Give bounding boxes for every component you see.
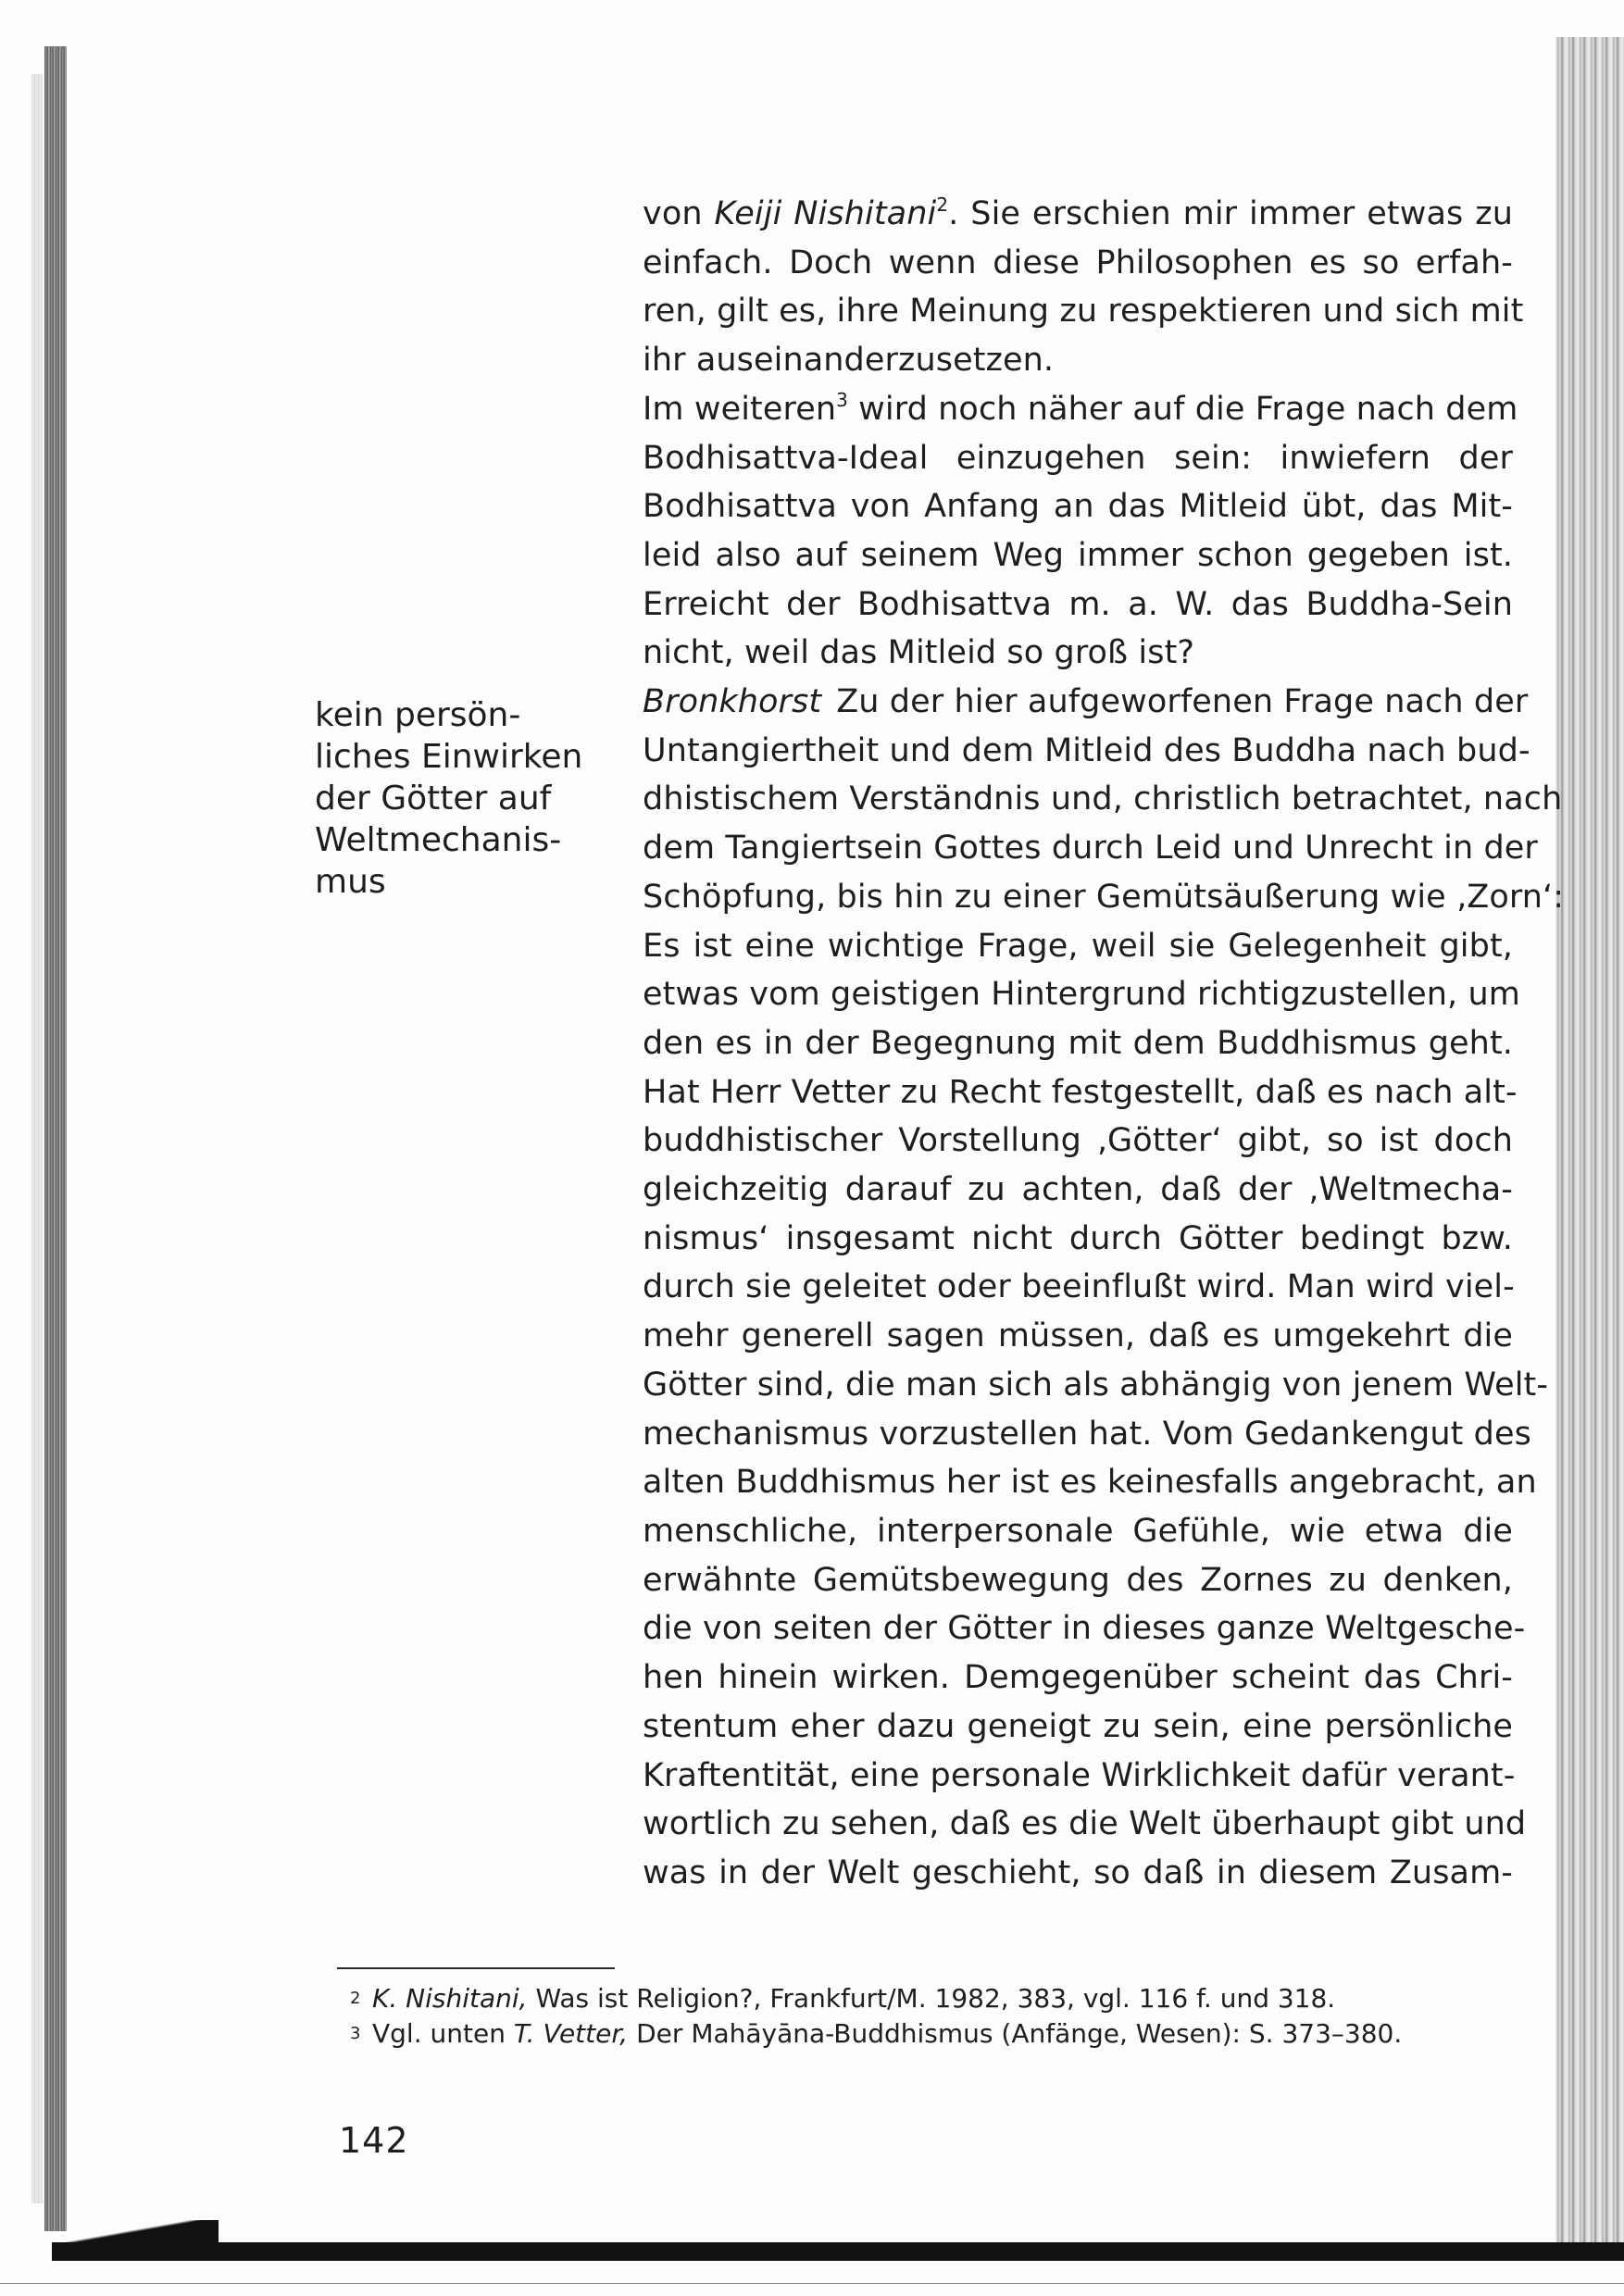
text-run: Vgl. unten: [372, 2018, 514, 2049]
text-line: [643, 482, 1513, 531]
text-line: [643, 1117, 1513, 1166]
text-line: [643, 385, 1518, 434]
page-number: 142: [339, 2120, 409, 2161]
text-run: hen hinein wirken. Demgegenüber scheint das Chri-: [643, 1659, 1513, 1697]
text-line: [643, 1361, 1549, 1410]
text-run: menschliche, interpersonale Gefühle, wie etwa die: [643, 1512, 1513, 1550]
text-line: [643, 1068, 1518, 1117]
text-line: [643, 1410, 1531, 1459]
text-line: [643, 1703, 1513, 1752]
text-run: ren, gilt es, ihre Meinung zu respektieren und sich mit: [643, 293, 1524, 331]
speaker-name: Bronkhorst: [643, 683, 822, 721]
text-run: die von seiten der Götter in dieses ganze Weltgesche-: [643, 1610, 1526, 1648]
text-run: von: [643, 195, 715, 232]
text-run: Bodhisattva von Anfang an das Mitleid übt, das Mit-: [643, 488, 1513, 526]
text-run: den es in der Begegnung mit dem Buddhismus geht.: [643, 1024, 1513, 1062]
margin-note-line: liches Einwirken: [315, 738, 583, 776]
text-line: [643, 580, 1513, 630]
margin-note-line: kein persön-: [315, 696, 521, 734]
text-run: leid also auf seinem Weg immer schon gegeben ist.: [643, 536, 1513, 574]
text-run: . Sie erschien mir immer etwas zu: [948, 195, 1513, 232]
text-line: [643, 824, 1538, 873]
text-run: Erreicht der Bodhisattva m. a. W. das Buddha-Sein: [643, 585, 1513, 623]
text-line: [643, 239, 1513, 288]
text-line: [643, 1849, 1513, 1898]
footnote-number: 3: [350, 2024, 361, 2043]
text-run: Schöpfung, bis hin zu einer Gemütsäußerung wie ‚Zorn‘:: [643, 878, 1565, 916]
text-line: [643, 873, 1565, 922]
footnote: [350, 2016, 1489, 2052]
text-line: [643, 727, 1530, 776]
text-run: wird noch näher auf die Frage nach dem: [847, 390, 1518, 428]
margin-note-line: mus: [315, 863, 386, 901]
text-run: Der Mahāyāna-Buddhismus (Anfänge, Wesen): S. 373–380.: [628, 2018, 1403, 2049]
text-run: buddhistischer Vorstellung ‚Götter‘ gibt, so ist doch: [643, 1122, 1513, 1160]
text-run: was in der Welt geschieht, so daß in diesem Zusam-: [643, 1853, 1513, 1891]
scan-shadow-bottom: [52, 2242, 1624, 2261]
text-line: [643, 531, 1513, 580]
text-line: [643, 434, 1513, 483]
text-run: nicht, weil das Mitleid so groß ist?: [643, 634, 1195, 672]
scan-shadow-right: [1555, 37, 1624, 2259]
text-run: Was ist Religion?, Frankfurt/M. 1982, 383, vgl. 116 f. und 318.: [527, 1983, 1336, 2014]
text-run: erwähnte Gemütsbewegung des Zornes zu denken,: [643, 1561, 1513, 1599]
text-line: [643, 775, 1563, 824]
text-run: Zu der hier aufgeworfenen Frage nach der: [836, 683, 1529, 721]
text-run: Hat Herr Vetter zu Recht festgestellt, daß es nach alt-: [643, 1073, 1518, 1111]
text-line: [643, 1556, 1513, 1605]
margin-note-line: Weltmechanis-: [315, 821, 562, 859]
main-text-column: [643, 190, 1565, 1898]
text-line: [643, 970, 1520, 1019]
text-line: [643, 1604, 1526, 1653]
text-run: stentum eher dazu geneigt zu sein, eine persönliche: [643, 1707, 1513, 1745]
italic-text: Keiji Nishitani: [714, 195, 937, 232]
scan-edge-line: [0, 2283, 1624, 2284]
scan-shadow-bottom-wedge: [52, 2220, 219, 2244]
footnote-separator: [337, 1967, 615, 1969]
text-line: [643, 1653, 1513, 1703]
text-run: dhistischem Verständnis und, christlich betrachtet, nach: [643, 780, 1563, 818]
text-run: einfach. Doch wenn diese Philosophen es so erfah-: [643, 243, 1513, 281]
text-run: Es ist eine wichtige Frage, weil sie Gelegenheit gibt,: [643, 927, 1513, 965]
text-line: [643, 1458, 1537, 1507]
margin-note: [315, 694, 593, 903]
text-run: Im weiteren: [643, 390, 837, 428]
text-run: alten Buddhismus her ist es keinesfalls angebracht, an: [643, 1464, 1537, 1502]
text-line: [643, 1752, 1516, 1801]
text-run: durch sie geleitet oder beeinflußt wird. Man wird viel-: [643, 1268, 1515, 1306]
text-line: [643, 336, 1513, 385]
text-run: mehr generell sagen müssen, daß es umgekehrt die: [643, 1317, 1513, 1355]
text-run: ihr auseinanderzusetzen.: [643, 342, 1055, 380]
text-run: mechanismus vorzustellen hat. Vom Gedankengut des: [643, 1415, 1531, 1453]
scan-shadow-left-faint: [31, 74, 43, 2203]
text-run: Bodhisattva-Ideal einzugehen sein: inwiefern der: [643, 439, 1513, 477]
text-line: [643, 629, 1513, 678]
text-run: Götter sind, die man sich als abhängig von jenem Welt-: [643, 1366, 1549, 1404]
footnote-reference: 3: [836, 388, 848, 411]
italic-text: T. Vetter,: [513, 2018, 629, 2049]
footnotes: [350, 1981, 1489, 2052]
footnote: [350, 1981, 1489, 2016]
text-line: [643, 1312, 1513, 1361]
text-line: [643, 678, 1529, 727]
text-line: [643, 1263, 1513, 1312]
text-run: dem Tangiertsein Gottes durch Leid und Unrecht in der: [643, 830, 1538, 867]
text-line: [643, 1166, 1513, 1215]
footnote-reference: 2: [936, 193, 949, 216]
text-line: [643, 287, 1524, 336]
text-run: nismus‘ insgesamt nicht durch Götter bedingt bzw.: [643, 1219, 1513, 1257]
margin-note-line: der Götter auf: [315, 780, 552, 817]
text-line: [643, 190, 1513, 239]
text-run: Untangiertheit und dem Mitleid des Buddha nach bud-: [643, 731, 1530, 769]
italic-text: K. Nishitani,: [372, 1983, 528, 2014]
text-line: [643, 922, 1513, 971]
text-line: [643, 1215, 1513, 1264]
text-line: [643, 1019, 1513, 1068]
text-run: gleichzeitig darauf zu achten, daß der ‚Weltmecha-: [643, 1171, 1513, 1209]
footnote-number: 2: [350, 1989, 361, 2008]
text-run: wortlich zu sehen, daß es die Welt überhaupt gibt und: [643, 1805, 1527, 1843]
text-run: etwas vom geistigen Hintergrund richtigzustellen, um: [643, 976, 1520, 1014]
text-line: [643, 1507, 1513, 1556]
scan-shadow-left: [44, 46, 67, 2231]
text-line: [643, 1800, 1527, 1849]
text-run: Kraftentität, eine personale Wirklichkeit dafür verant-: [643, 1756, 1516, 1794]
